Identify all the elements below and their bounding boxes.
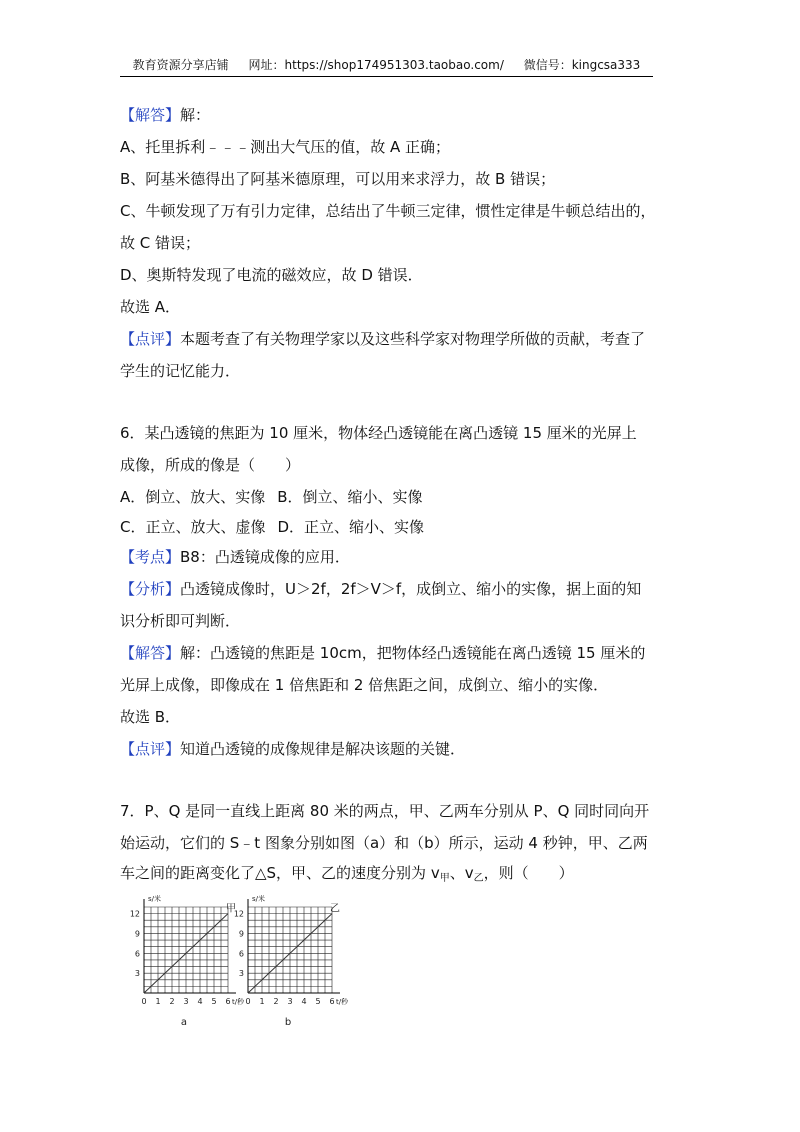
q5-option-c-line2: 故 C 错误；	[120, 234, 201, 252]
st-graphs	[120, 885, 360, 1030]
x-axis-label: t/秒	[336, 998, 349, 1006]
q6-analysis-line2: 识分析即可判断．	[120, 612, 241, 630]
q7-stem-line1: 7．P、Q 是同一直线上距离 80 米的两点，甲、乙两车分别从 P、Q 同时同向开	[120, 802, 650, 820]
q5-option-a: A、托里拆利﹣﹣﹣测出大气压的值，故 A 正确；	[120, 138, 451, 156]
x-tick-label: 5	[211, 997, 217, 1006]
x-tick-label: 5	[315, 997, 321, 1006]
x-tick-label: 3	[183, 997, 189, 1006]
q5-option-d: D、奥斯特发现了电流的磁效应，故 D 错误．	[120, 266, 423, 284]
figure-caption: a	[180, 1017, 188, 1028]
review-text: 知道凸透镜的成像规律是解决该题的关键．	[180, 740, 466, 758]
q5-review-line1	[120, 328, 645, 349]
y-tick-label: 9	[134, 929, 140, 939]
analysis-text: 凸透镜成像时，U＞2f，2f＞V＞f，成倒立、缩小的实像，据上面的知	[180, 580, 642, 598]
stem-text: 车之间的距离变化了△S，甲、乙的速度分别为 v	[120, 864, 440, 882]
q7-figures	[120, 885, 360, 1030]
subscript-yi: 乙	[473, 873, 484, 884]
shop-url: 网址：https://shop174951303.taobao.com/	[248, 58, 504, 72]
y-axis-label: s/米	[148, 895, 162, 903]
q6-stem-line2: 成像，所成的像是（ ）	[120, 456, 301, 474]
x-tick-label: 0	[245, 997, 251, 1006]
y-tick-label: 12	[129, 909, 140, 919]
x-axis-label: t/秒	[232, 998, 245, 1006]
y-tick-label: 12	[233, 909, 244, 919]
review-text: 本题考查了有关物理学家以及这些科学家对物理学所做的贡献，考查了	[180, 330, 646, 348]
analysis-tag: 【分析】	[120, 580, 181, 598]
q6-options-cd	[120, 516, 424, 537]
y-tick-label: 3	[134, 969, 140, 979]
kp-text: B8：凸透镜成像的应用．	[180, 548, 350, 566]
review-tag: 【点评】	[120, 740, 181, 758]
x-tick-label: 6	[329, 997, 335, 1006]
q6-option-d: D．正立、缩小、实像	[277, 518, 425, 536]
answer-tag: 【解答】	[120, 644, 181, 662]
x-tick-label: 0	[141, 997, 147, 1006]
x-tick-label: 1	[155, 997, 161, 1006]
answer-text: 解：凸透镜的焦距是 10cm，把物体经凸透镜能在离凸透镜 15 厘米的	[180, 644, 646, 662]
y-tick-label: 6	[134, 949, 140, 959]
x-tick-label: 2	[273, 997, 279, 1006]
series-label: 甲	[226, 903, 236, 915]
q6-options-ab	[120, 486, 423, 507]
kp-tag: 【考点】	[120, 548, 181, 566]
x-tick-label: 4	[197, 997, 203, 1006]
q6-choice: 故选 B．	[120, 708, 181, 726]
q6-option-a: A．倒立、放大、实像	[120, 488, 266, 506]
q6-stem-line1: 6．某凸透镜的焦距为 10 厘米，物体经凸透镜能在离凸透镜 15 厘米的光屏上	[120, 424, 637, 442]
q6-knowledge-point	[120, 546, 350, 567]
y-tick-label: 9	[238, 929, 244, 939]
q6-option-c: C．正立、放大、虚像	[120, 518, 266, 536]
subscript-jia: 甲	[439, 873, 450, 884]
shop-name: 教育资源分享店铺	[132, 58, 229, 72]
q5-answer-heading	[120, 104, 210, 125]
figure-caption: b	[284, 1017, 292, 1028]
review-tag: 【点评】	[120, 330, 181, 348]
x-tick-label: 2	[169, 997, 175, 1006]
q5-option-b: B、阿基米德得出了阿基米德原理，可以用来求浮力，故 B 错误；	[120, 170, 556, 188]
x-tick-label: 1	[259, 997, 265, 1006]
q6-review	[120, 738, 465, 759]
series-label: 乙	[330, 903, 340, 915]
x-tick-label: 4	[301, 997, 307, 1006]
q5-review-line2: 学生的记忆能力．	[120, 362, 241, 380]
q7-stem-line3	[120, 862, 574, 884]
wechat-id: 微信号：kingcsa333	[523, 58, 641, 72]
q6-answer-line2: 光屏上成像，即像成在 1 倍焦距和 2 倍焦距之间，成倒立、缩小的实像．	[120, 676, 609, 694]
x-tick-label: 6	[225, 997, 231, 1006]
y-axis-label: s/米	[252, 895, 266, 903]
q6-option-b: B．倒立、缩小、实像	[277, 488, 423, 506]
stem-text: ，则（ ）	[483, 864, 574, 882]
y-tick-label: 6	[238, 949, 244, 959]
q5-option-c-line1: C、牛顿发现了万有引力定律，总结出了牛顿三定律，惯性定律是牛顿总结出的，	[120, 202, 656, 220]
stem-text: 、v	[449, 864, 474, 882]
q5-choice: 故选 A．	[120, 298, 181, 316]
q6-answer-line1	[120, 642, 645, 663]
answer-intro: 解：	[180, 106, 211, 124]
x-tick-label: 3	[287, 997, 293, 1006]
y-tick-label: 3	[238, 969, 244, 979]
page-header	[120, 56, 653, 77]
q7-stem-line2: 始运动，它们的 S﹣t 图象分别如图（a）和（b）所示，运动 4 秒钟，甲、乙两	[120, 834, 648, 852]
q6-analysis-line1	[120, 578, 641, 599]
answer-tag: 【解答】	[120, 106, 181, 124]
